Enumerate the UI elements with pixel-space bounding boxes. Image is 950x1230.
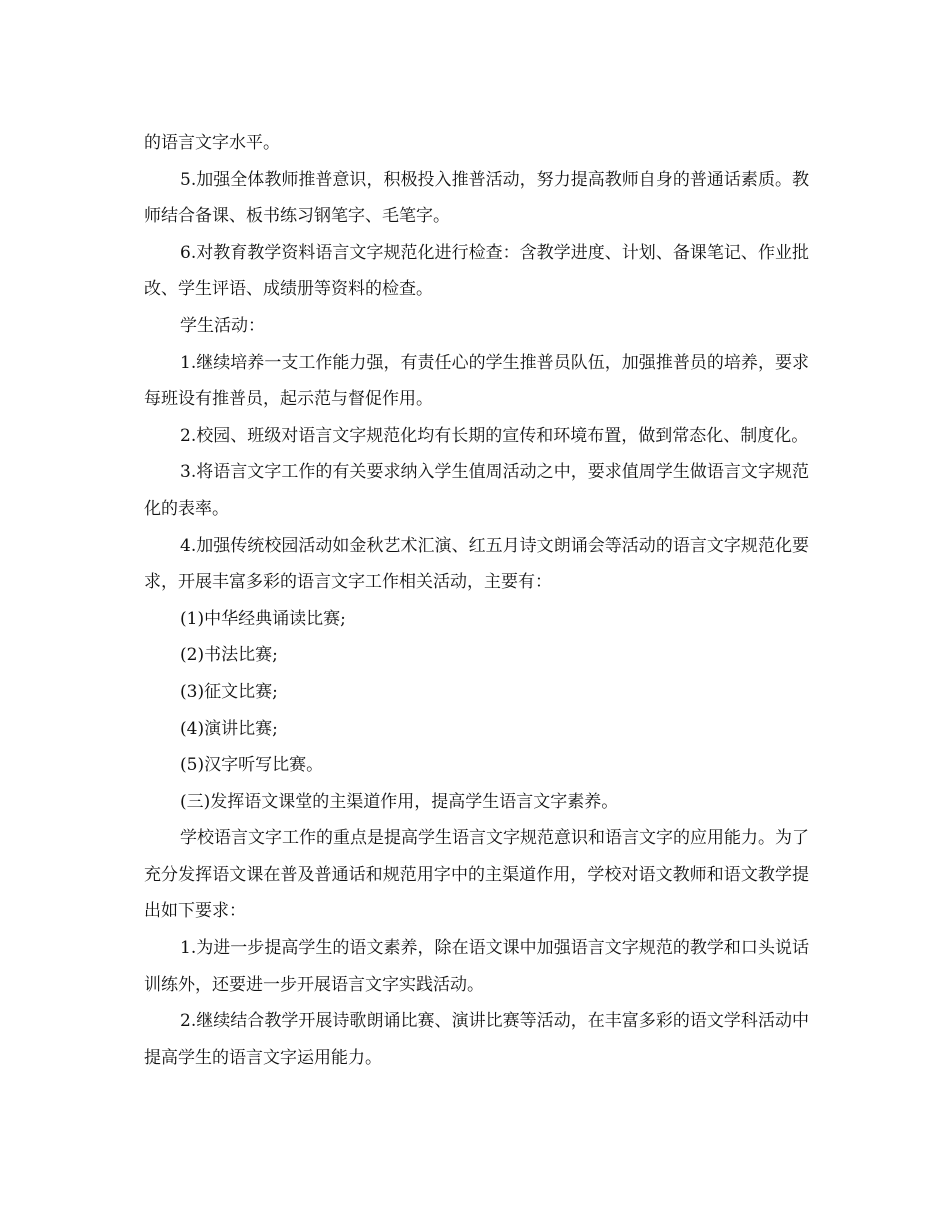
paragraph-student-item-4: 4.加强传统校园活动如金秋艺术汇演、红五月诗文朗诵会等活动的语言文字规范化要求，开展丰富多彩的语言文字工作相关活动，主要有： <box>144 535 809 593</box>
section-heading-student-activities: 学生活动： <box>180 315 265 336</box>
list-item-competition-4: (4)演讲比赛; <box>180 718 278 739</box>
paragraph-student-item-3: 3.将语言文字工作的有关要求纳入学生值周活动之中，要求值周学生做语言文字规范化的表率。 <box>144 462 809 519</box>
section-heading-part-3: (三)发挥语文课堂的主渠道作用，提高学生语言文字素养。 <box>180 791 619 812</box>
paragraph-item-5: 5.加强全体教师推普意识，积极投入推普活动，努力提高教师自身的普通话素质。教师结合备课、板书练习钢笔字、毛笔字。 <box>144 169 809 227</box>
paragraph-part-3-intro: 学校语言文字工作的重点是提高学生语言文字规范意识和语言文字的应用能力。为了充分发挥语文课在普及普通话和规范用字中的主渠道作用，学校对语文教师和语文教学提出如下要求： <box>144 828 809 922</box>
list-item-competition-2: (2)书法比赛; <box>180 645 278 666</box>
paragraph-continuation: 的语言文字水平。 <box>144 133 280 153</box>
paragraph-student-item-1: 1.继续培养一支工作能力强，有责任心的学生推普员队伍，加强推普员的培养，要求每班设有推普员，起示范与督促作用。 <box>144 352 809 410</box>
document-body <box>144 125 809 1076</box>
list-item-competition-5: (5)汉字听写比赛。 <box>180 755 324 776</box>
paragraph-item-6: 6.对教育教学资料语言文字规范化进行检查：含教学进度、计划、备课笔记、作业批改、学生评语、成绩册等资料的检查。 <box>144 242 809 300</box>
paragraph-part-3-item-1: 1.为进一步提高学生的语文素养，除在语文课中加强语言文字规范的教学和口头说话训练外，还要进一步开展语言文字实践活动。 <box>144 938 809 995</box>
list-item-competition-3: (3)征文比赛; <box>180 681 278 702</box>
paragraph-student-item-2: 2.校园、班级对语言文字规范化均有长期的宣传和环境布置，做到常态化、制度化。 <box>180 425 809 446</box>
paragraph-part-3-item-2: 2.继续结合教学开展诗歌朗诵比赛、演讲比赛等活动，在丰富多彩的语文学科活动中提高学生的语言文字运用能力。 <box>144 1011 809 1068</box>
list-item-competition-1: (1)中华经典诵读比赛; <box>180 608 346 629</box>
